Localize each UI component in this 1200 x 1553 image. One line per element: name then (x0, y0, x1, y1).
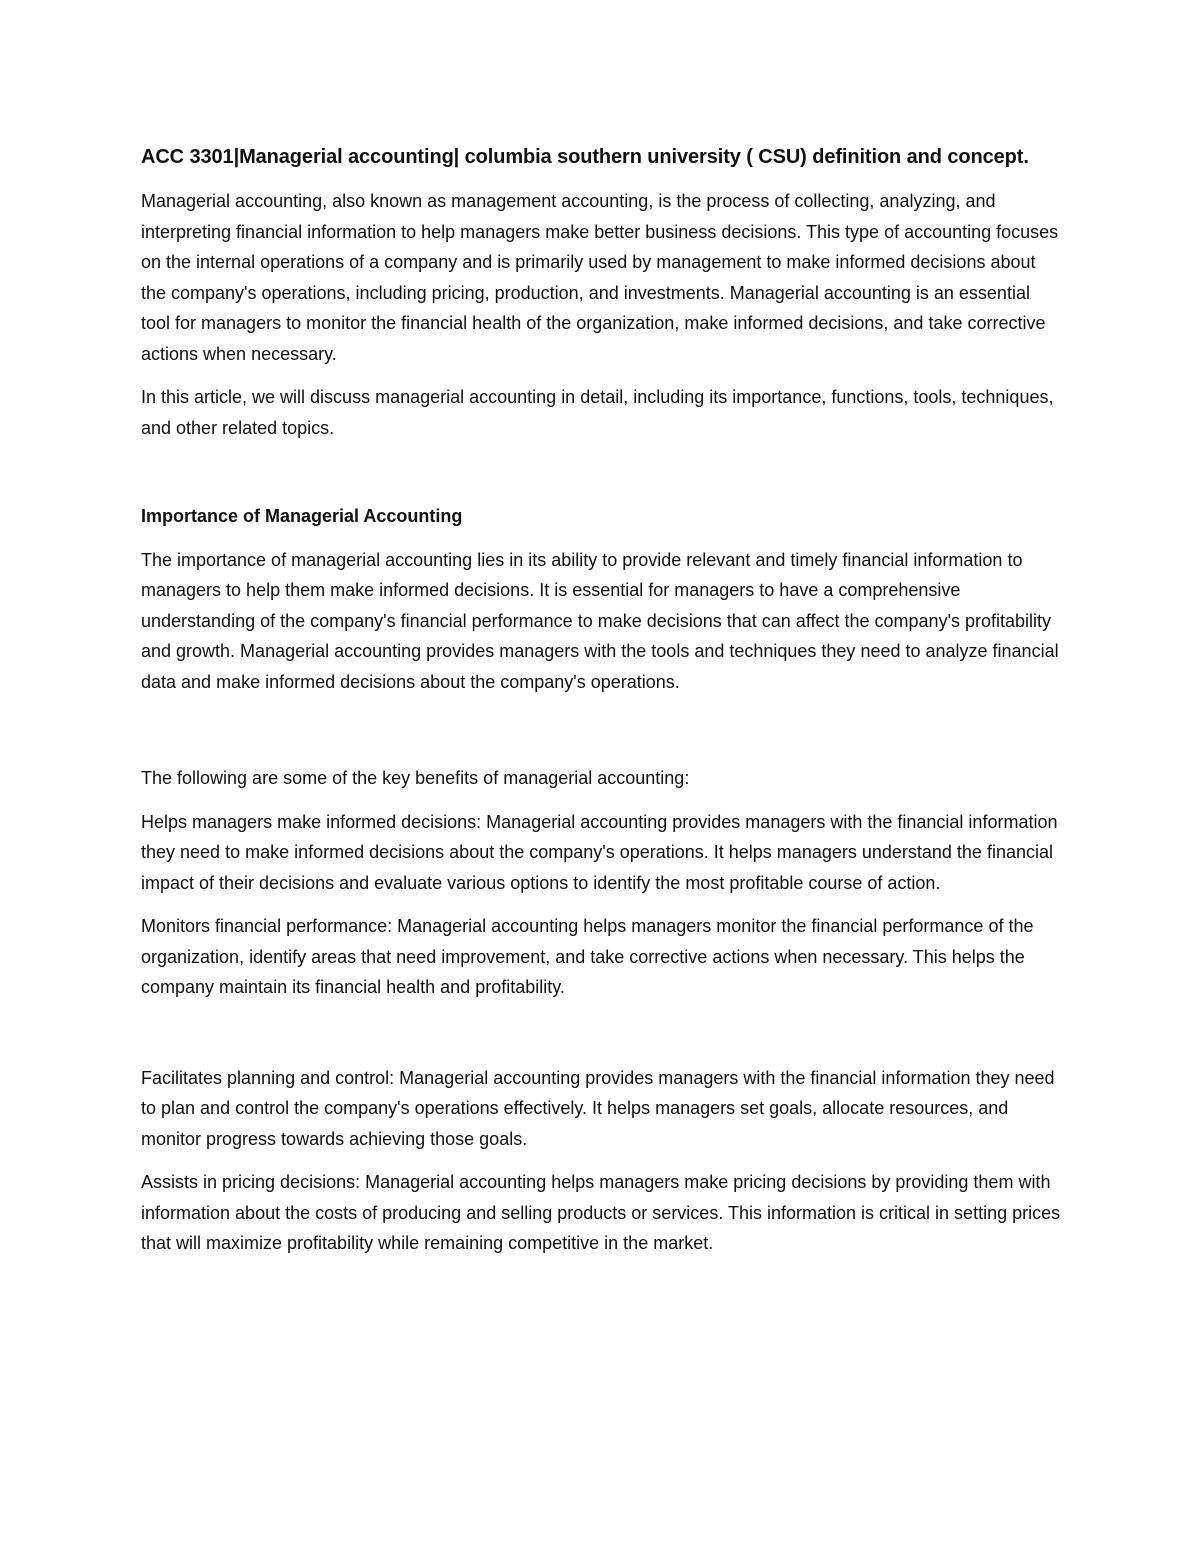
spacer (141, 456, 1063, 501)
importance-heading: Importance of Managerial Accounting (141, 506, 463, 526)
spacer (141, 1016, 1063, 1063)
spacer (141, 710, 1063, 763)
benefit-item-4: Assists in pricing decisions: Managerial accounting helps managers make pricing decisions by providing them with information about the costs of producing and selling products or services. This information is critical in setting prices that will maximize profitability while remaining competitive in the market. (141, 1172, 1061, 1253)
intro-paragraph-2: In this article, we will discuss managerial accounting in detail, including its importance, functions, tools, techniques, and other related topics. (141, 387, 1054, 438)
benefits-intro: The following are some of the key benefits of managerial accounting: (141, 768, 690, 788)
document-body (141, 142, 1063, 1272)
benefit-item-2: Monitors financial performance: Managerial accounting helps managers monitor the financial performance of the organization, identify areas that need improvement, and take corrective actions when necessary. This helps the company maintain its financial health and profitability. (141, 916, 1034, 997)
document-title: ACC 3301|Managerial accounting| columbia southern university ( CSU) definition and concept. (141, 146, 1029, 168)
intro-paragraph-1: Managerial accounting, also known as management accounting, is the process of collecting, analyzing, and interpreting financial information to help managers make better business decisions. This type of accounting focuses on the internal operations of a company and is primarily used by management to make informed decisions about the company's operations, including pricing, production, and investments. Managerial accounting is an essential tool for managers to monitor the financial health of the organization, make informed decisions, and take corrective actions when necessary. (141, 191, 1059, 364)
benefit-item-3: Facilitates planning and control: Managerial accounting provides managers with the financial information they need to plan and control the company's operations effectively. It helps managers set goals, allocate resources, and monitor progress towards achieving those goals. (141, 1067, 1055, 1149)
benefit-item-1: Helps managers make informed decisions: Managerial accounting provides managers with the financial information they need to make informed decisions about the company's operations. It helps managers understand the financial impact of their decisions and evaluate various options to identify the most profitable course of action. (141, 811, 1058, 893)
importance-paragraph: The importance of managerial accounting lies in its ability to provide relevant and timely financial information to managers to help them make informed decisions. It is essential for managers to have a comprehensive understanding of the company's financial performance to make decisions that can affect the company's profitability and growth. Managerial accounting provides managers with the tools and techniques they need to analyze financial data and make informed decisions about the company's operations. (141, 549, 1059, 692)
